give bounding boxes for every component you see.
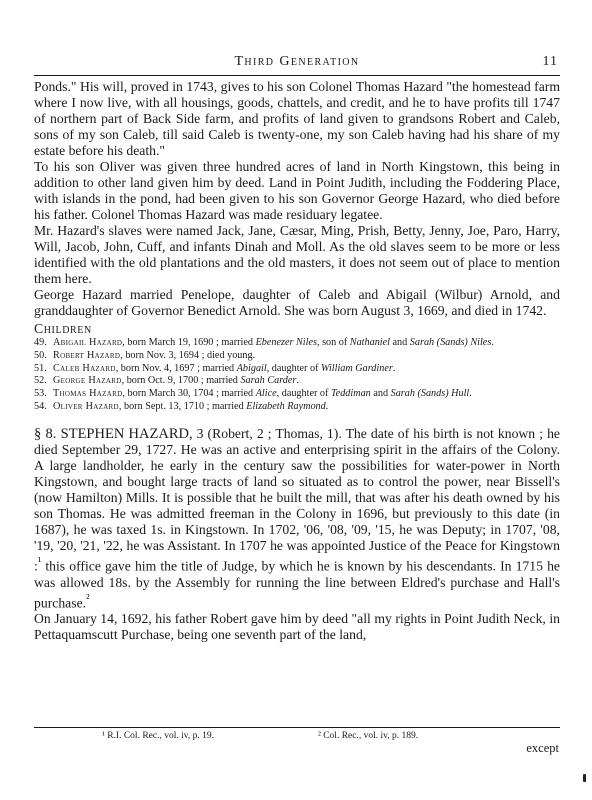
child-number: 49. — [34, 337, 47, 348]
paragraph: Ponds." His will, proved in 1743, gives to his son Colonel Thomas Hazard "the homestead farm where I now live, with all housings, goods, chattels, and credit, and he to have profits till 1747 of northern part of Back Side farm, and profits of land given to grandsons Robert and Caleb, sons of my son Caleb, till said Caleb is twenty-one, my son Caleb having had his share of my estate before his death." — [34, 79, 560, 158]
child-name: Oliver Hazard — [53, 400, 119, 412]
child-number: 51. — [34, 362, 47, 374]
child-detail: . — [325, 400, 329, 412]
child-detail: and — [389, 337, 410, 348]
child-name: Caleb Hazard — [53, 362, 116, 374]
child-number: 54. — [34, 400, 47, 412]
child-detail: . — [296, 375, 299, 387]
child-detail: and — [370, 388, 391, 400]
running-header — [34, 52, 560, 74]
footnote-ref: ¹ — [37, 556, 42, 568]
spouse-name: Alice — [255, 388, 277, 400]
list-item — [34, 363, 560, 376]
parent-name: Sarah (Sands) Hull — [390, 388, 470, 400]
list-item — [34, 337, 560, 350]
child-number: 50. — [34, 349, 47, 361]
child-name: Thomas Hazard — [53, 388, 123, 400]
paragraph: Mr. Hazard's slaves were named Jack, Jane, Cæsar, Ming, Prish, Betty, Jenny, Joe, Paro, Harry, Will, Jacob, John, Cuff, and infants Dinah and Moll. As the old slaves seem to be more or less identified with the old plantations and the old masters, it does not seem out of place to mention them here. — [34, 223, 560, 286]
child-name: Robert Hazard — [53, 349, 121, 361]
footnote-2: ² Col. Rec., vol. iv, p. 189. — [318, 731, 419, 741]
list-item — [34, 401, 560, 414]
footnote-ref: ² — [86, 592, 90, 605]
child-detail: , born Oct. 9, 1700 ; married — [121, 375, 241, 387]
paragraph — [34, 426, 560, 611]
child-entry — [53, 388, 560, 401]
list-item — [34, 388, 560, 401]
child-detail: , born Nov. 4, 1697 ; married — [115, 362, 237, 374]
section-heading: § 8. STEPHEN HAZARD, — [34, 426, 193, 442]
child-detail: , daughter of — [266, 362, 322, 374]
section-stephen-hazard — [34, 426, 560, 643]
main-text — [34, 79, 560, 414]
list-item — [34, 375, 560, 388]
paragraph: George Hazard married Penelope, daughter of Caleb and Abigail (Wilbur) Arnold, and granddaughter of Governor Benedict Arnold. She was born August 3, 1669, and died in 1742. — [34, 287, 560, 318]
child-entry — [53, 337, 560, 350]
spouse-name: Ebenezer Niles — [255, 337, 317, 348]
child-detail: , born March 19, 1690 ; married — [122, 337, 256, 348]
page-number: 11 — [542, 54, 558, 69]
children-heading: Children — [34, 321, 92, 336]
paragraph: On January 14, 1692, his father Robert gave him by deed "all my rights in Point Judith Neck, in Pettaquamscutt Purchase, being one seventh part of the land, — [34, 611, 560, 643]
parent-name: Nathaniel — [349, 337, 390, 348]
child-detail: , daughter of — [276, 388, 331, 400]
running-title: Third Generation — [234, 54, 360, 69]
spouse-name: Abigail — [236, 362, 267, 374]
list-item — [34, 350, 560, 363]
scan-speck — [583, 774, 586, 782]
child-detail: , son of — [316, 337, 350, 348]
child-name: George Hazard — [53, 375, 122, 387]
child-number: 52. — [34, 375, 47, 387]
spouse-name: Sarah Carder — [240, 375, 297, 387]
child-name: Abigail Hazard — [53, 337, 123, 348]
parent-name: William Gardiner — [321, 362, 393, 374]
child-detail: , born Sept. 13, 1710 ; married — [118, 400, 247, 412]
child-detail: . — [469, 388, 472, 400]
child-detail: , born March 30, 1704 ; married — [122, 388, 256, 400]
section-text: this office gave him the title of Judge, by which he is known by his descendants. In 1715 he was allowed 18s. by the Assembly for running the line between Eldred's purchase and Hall's purchase. — [34, 558, 560, 611]
child-number: 53. — [34, 388, 47, 400]
catchword: except — [526, 741, 559, 755]
child-detail: , born Nov. 3, 1694 ; died young. — [120, 349, 256, 361]
footnote-1: ¹ R.I. Col. Rec., vol. iv, p. 19. — [102, 731, 215, 741]
child-entry — [53, 350, 560, 363]
section-text: 3 (Robert, 2 ; Thomas, 1). The date of his birth is not known ; he died September 29, 1727. He was an active and enterprising spirit in the affairs of the Colony. A large landholder, he early in the century saw the possibilities for water-power in North Kingstown, and bought large tracts of land so situated as to control the power, near Bissell's (now Hamilton) Mills. It is possible that he built the mill, that was after his death owned by his son Thomas. He was admitted freeman in the Colony in 1696, but previously to this date (in 1687), he was taxed 1s. in Kingstown. In 1702, '06, '08, '09, '15, he was Deputy; in 1707, '08, '19, '20, '21, '22, he was Assistant. In 1707 he was appointed Justice of the Peace for Kingstown : — [34, 426, 560, 574]
header-rule — [34, 75, 560, 76]
spouse-name: Elizabeth Raymond — [246, 400, 326, 412]
child-entry — [53, 375, 560, 388]
child-entry — [53, 363, 560, 376]
paragraph: To his son Oliver was given three hundred acres of land in North Kingstown, this being in addition to other land given him by deed. Land in Point Judith, including the Foddering Place, with islands in the pond, had been given to his son Governor George Hazard, who died before his father. Colonel Thomas Hazard was made residuary legatee. — [34, 159, 560, 222]
parent-name: Teddiman — [330, 388, 371, 400]
child-entry — [53, 401, 560, 414]
children-list — [34, 337, 560, 414]
footnote-rule — [34, 727, 560, 728]
child-detail: . — [491, 337, 494, 348]
child-detail: . — [392, 362, 396, 374]
parent-name: Sarah (Sands) Niles — [409, 337, 492, 348]
